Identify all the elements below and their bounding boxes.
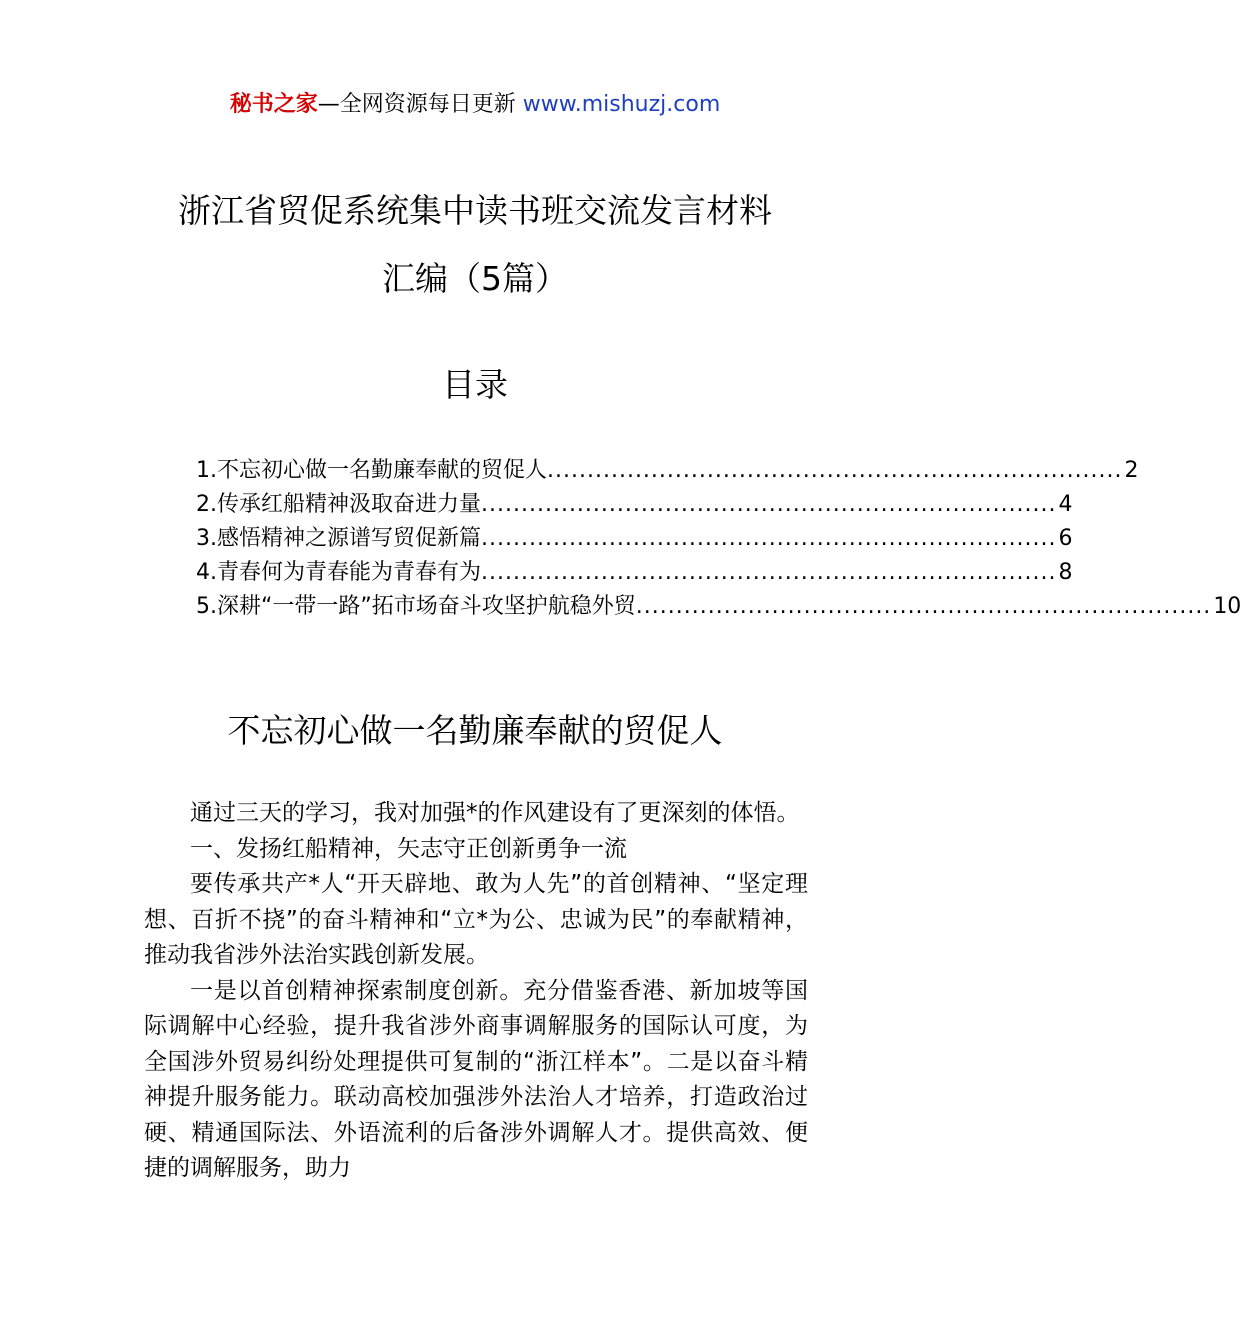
toc-item-page: 4 [1058,492,1073,517]
toc-leader-dots: ........................................................................ [547,458,1123,483]
toc-leader-dots: ........................................................................ [481,560,1057,585]
toc-item-text: 感悟精神之源谱写贸促新篇 [217,526,482,551]
toc-item-text: 不忘初心做一名勤廉奉献的贸促人 [217,458,548,483]
site-brand: 秘书之家 [229,92,318,117]
document-title-line1: 浙江省贸促系统集中读书班交流发言材料 [178,191,772,230]
toc-item-number: 4. [196,560,217,585]
toc-item-page: 8 [1058,560,1073,585]
toc-item-number: 5. [196,594,217,619]
site-tagline: —全网资源每日更新 [317,92,523,117]
toc-item-number: 3. [196,526,217,551]
toc-item-page: 10 [1213,594,1241,619]
toc-item-4[interactable] [196,556,1073,590]
toc-item-text: 传承红船精神汲取奋进力量 [217,492,482,517]
body-paragraph: 通过三天的学习，我对加强*的作风建设有了更深刻的体悟。 [190,800,800,826]
section-body [144,796,808,1187]
toc-item-number: 1. [196,458,217,483]
toc-item-page: 6 [1058,526,1073,551]
site-header [0,88,950,122]
toc-item-1[interactable] [196,454,1139,488]
table-of-contents [196,454,1241,624]
toc-item-number: 2. [196,492,217,517]
toc-leader-dots: ........................................................................ [481,492,1057,517]
toc-item-page: 2 [1124,458,1139,483]
body-paragraph: 一是以首创精神探索制度创新。充分借鉴香港、新加坡等国际调解中心经验，提升我省涉外商事调解服务的国际认可度，为全国涉外贸易纠纷处理提供可复制的“浙江样本”。二是以奋斗精神提升服务能力。联动高校加强涉外法治人才培养，打造政治过硬、精通国际法、外语流利的后备涉外调解人才。提供高效、便捷的调解服务，助力 [144,977,808,1181]
site-url-link[interactable]: www.mishuzj.com [522,92,721,117]
toc-item-5[interactable] [196,590,1241,624]
section-title: 不忘初心做一名勤廉奉献的贸促人 [227,711,723,750]
toc-item-2[interactable] [196,488,1073,522]
document-title-line2: 汇编（5篇） [382,259,568,298]
toc-item-3[interactable] [196,522,1073,556]
toc-leader-dots: ........................................................................ [635,594,1212,619]
subheading-paragraph: 一、发扬红船精神，矢志守正创新勇争一流 [190,835,627,862]
body-paragraph: 要传承共产*人“开天辟地、敢为人先”的首创精神、“坚定理想、百折不挠”的奋斗精神和“立*为公、忠诚为民”的奉献精神，推动我省涉外法治实践创新发展。 [144,871,808,968]
toc-heading: 目录 [442,365,508,404]
toc-item-text: 青春何为青春能为青春有为 [217,560,482,585]
toc-item-text: 深耕“一带一路”拓市场奋斗攻坚护航稳外贸 [217,594,636,619]
toc-leader-dots: ........................................................................ [481,526,1057,551]
